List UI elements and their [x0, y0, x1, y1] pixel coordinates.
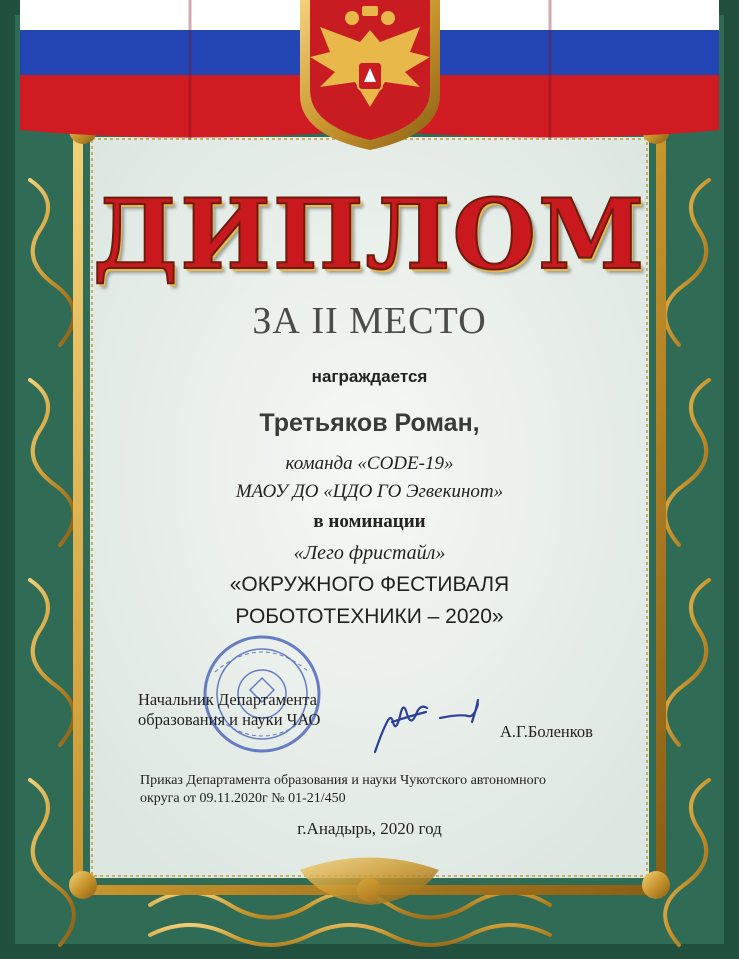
- signer-position: [138, 690, 320, 730]
- order-line-2: округа от 09.11.2020г № 01-21/450: [140, 791, 346, 806]
- organization-name: МАОУ ДО «ЦДО ГО Эгвекинот»: [235, 481, 504, 502]
- team-name: команда «CODE-19»: [285, 453, 454, 474]
- order-reference: [140, 772, 620, 808]
- recipient-name: Третьяков Роман,: [259, 409, 480, 437]
- signer-position-line-1: Начальник Департамента: [138, 690, 317, 709]
- nomination-name: «Лего фристайл»: [293, 542, 446, 564]
- award-place: ЗА II МЕСТО: [252, 300, 487, 342]
- signer-name: А.Г.Боленков: [500, 722, 593, 741]
- awarded-label: награждается: [311, 367, 428, 386]
- coat-of-arms-icon: [300, 0, 440, 150]
- diploma-title: ДИПЛОМ: [92, 178, 647, 291]
- signer-position-line-2: образования и науки ЧАО: [138, 710, 321, 729]
- nomination-label: в номинации: [313, 511, 426, 532]
- festival-line-2: РОБОТОТЕХНИКИ – 2020»: [235, 605, 504, 628]
- festival-line-1: «ОКРУЖНОГО ФЕСТИВАЛЯ: [229, 573, 510, 596]
- city-year: г.Анадырь, 2020 год: [297, 819, 442, 838]
- order-line-1: Приказ Департамента образования и науки Чукотского автономного: [140, 773, 546, 788]
